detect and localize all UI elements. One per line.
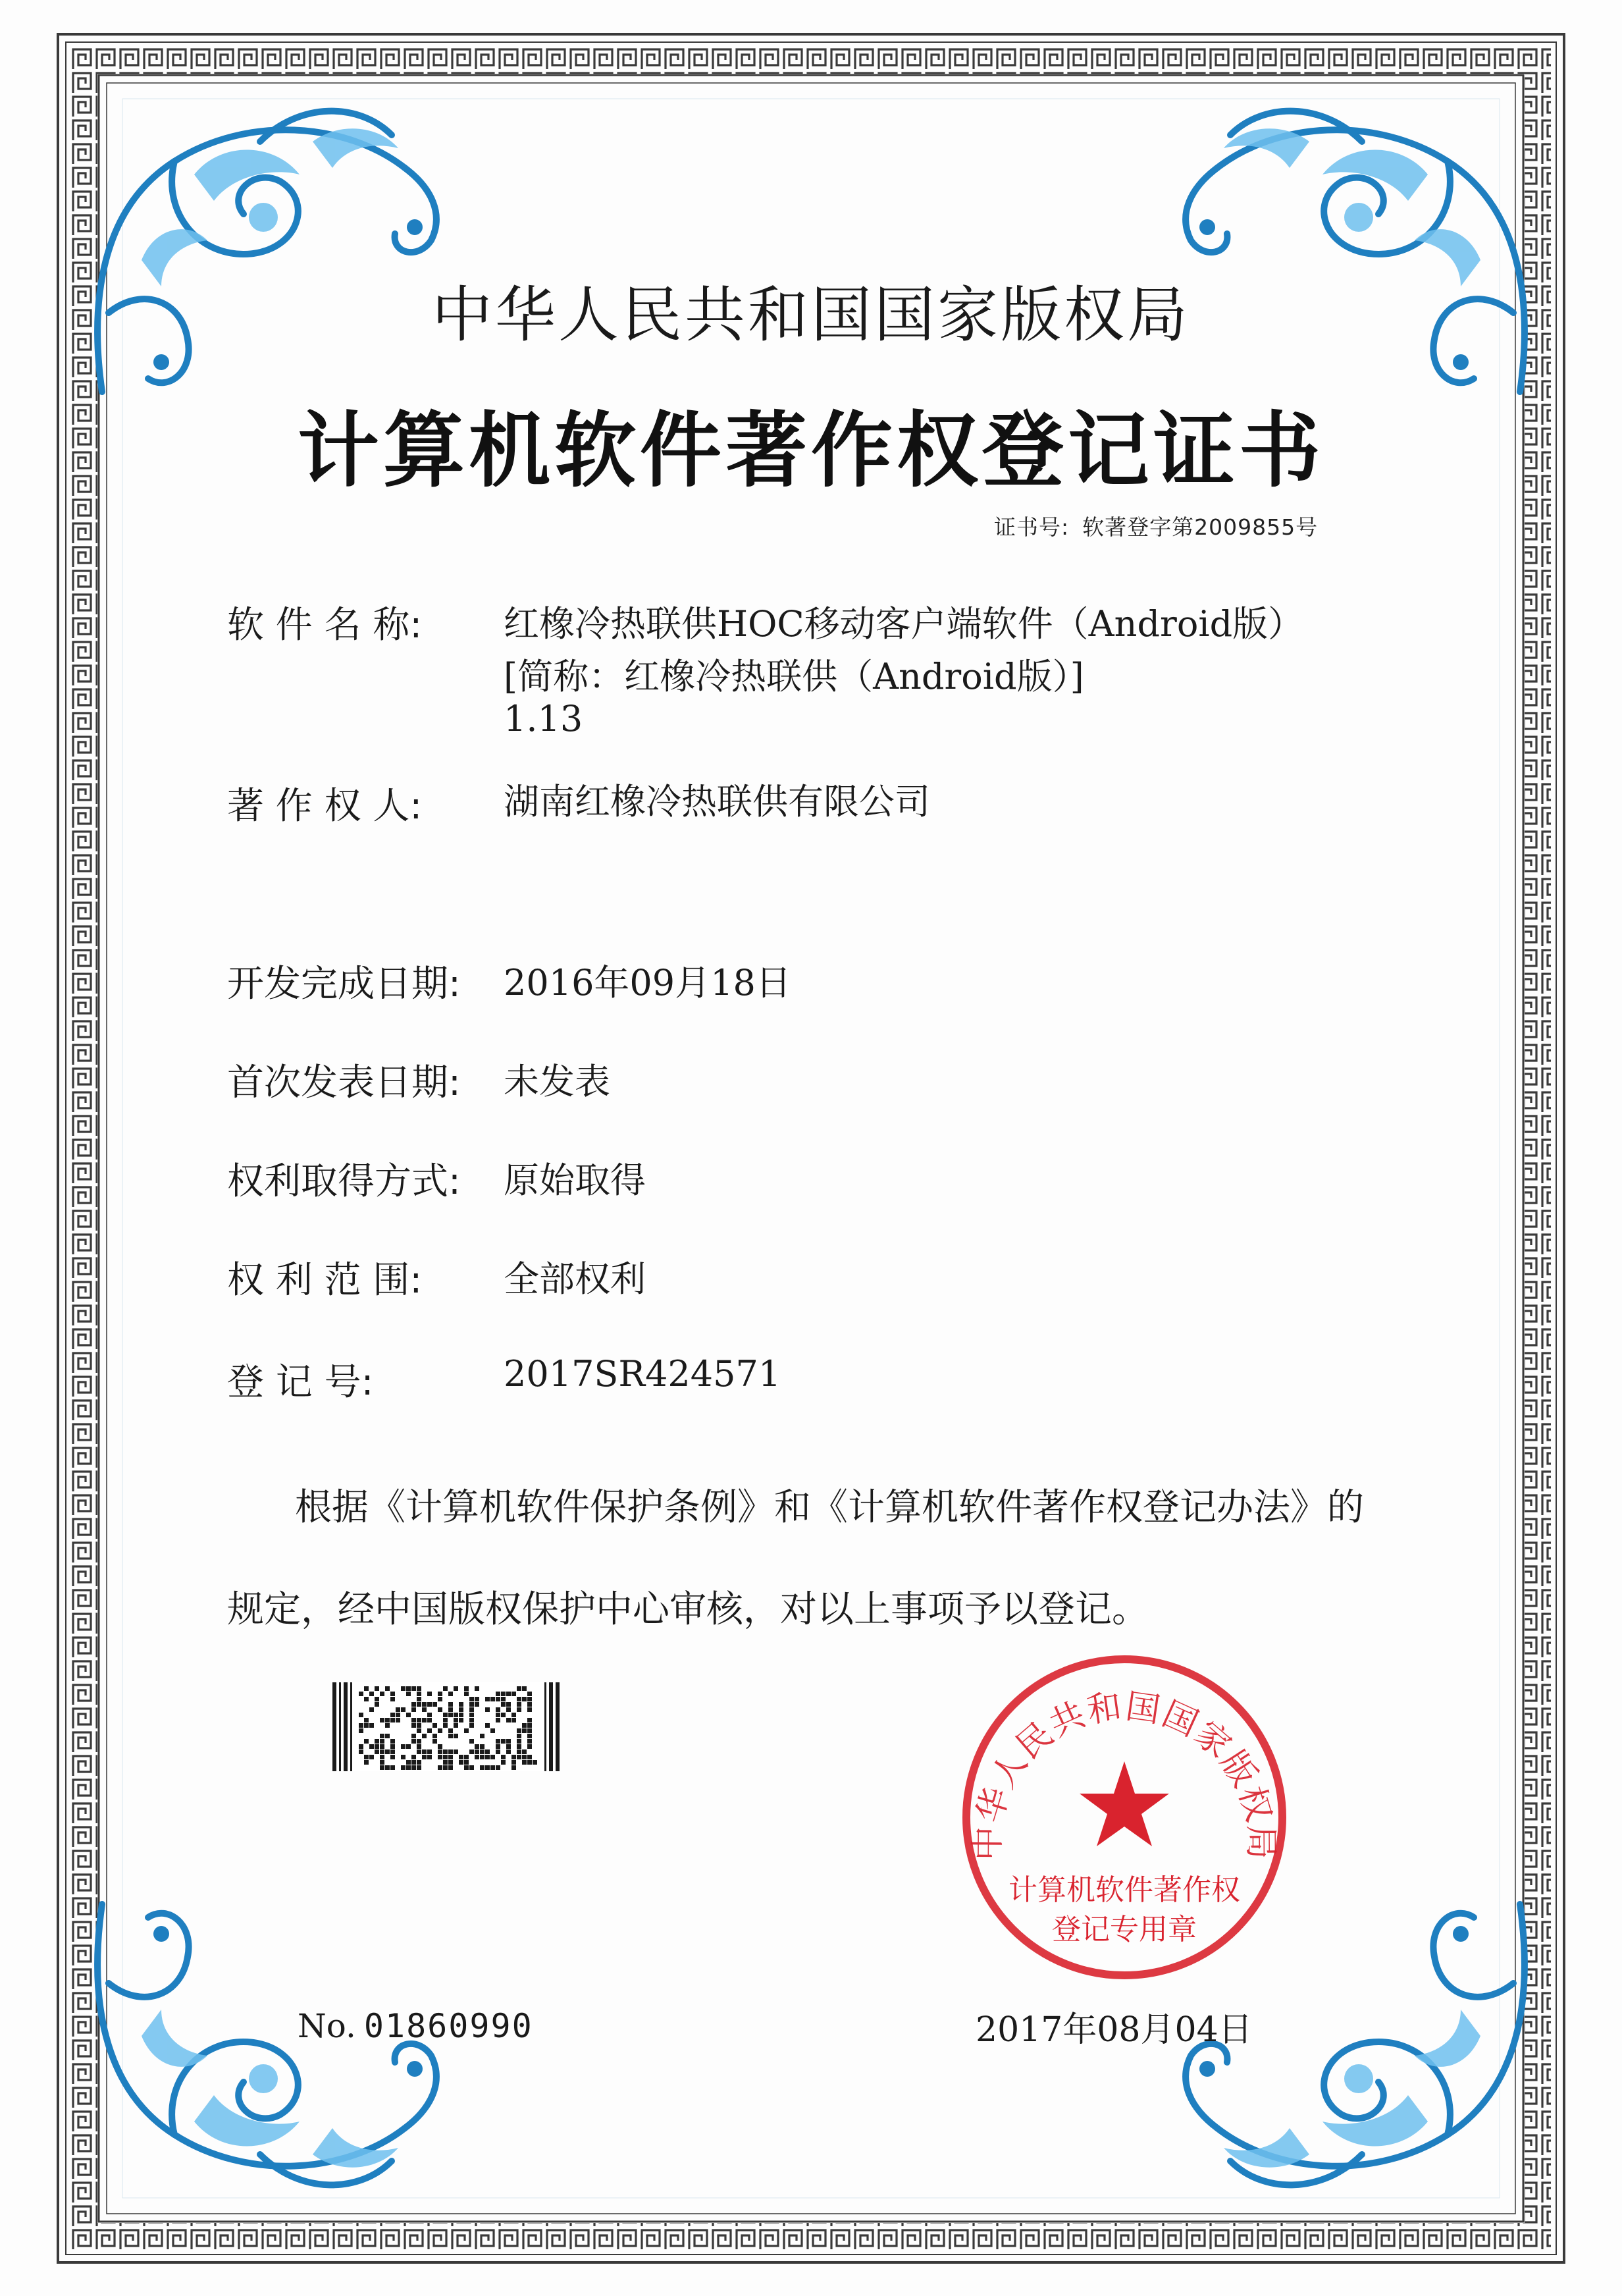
copyright-owner-label: 著 作 权 人:: [227, 785, 423, 828]
software-name-label: 软 件 名 称:: [227, 604, 423, 647]
rights-scope-value: 全部权利: [504, 1258, 646, 1300]
statement-line-1: 根据《计算机软件保护条例》和《计算机软件著作权登记办法》的: [295, 1486, 1364, 1529]
corner-ornament-top-right: [1151, 63, 1559, 405]
serial-label: No.: [298, 2007, 356, 2045]
statement-line-2: 规定，经中国版权保护中心审核，对以上事项予以登记。: [227, 1588, 1149, 1631]
issue-date: 2017年08月04日: [976, 2010, 1253, 2050]
serial-number: [298, 2007, 533, 2045]
completion-date-value: 2016年09月18日: [504, 962, 791, 1003]
2d-barcode: [332, 1682, 560, 1771]
rights-scope-label: 权 利 范 围:: [227, 1259, 423, 1302]
acquisition-method-value: 原始取得: [504, 1160, 646, 1201]
completion-date-label: 开发完成日期:: [227, 963, 461, 1005]
certificate-number-label: 证书号:: [994, 514, 1070, 540]
serial-value: 01860990: [363, 2007, 533, 2045]
svg-text:中华人民共和国国家版权局: 中华人民共和国国家版权局: [968, 1686, 1281, 1861]
issuing-authority: 中华人民共和国国家版权局: [431, 280, 1190, 350]
certificate-title: 计算机软件著作权登记证书: [297, 404, 1324, 498]
acquisition-method-label: 权利取得方式:: [227, 1160, 461, 1203]
first-publication-value: 未发表: [504, 1061, 610, 1102]
svg-text:登记专用章: 登记专用章: [1052, 1913, 1197, 1946]
official-seal: [953, 1646, 1295, 1989]
copyright-owner-value: 湖南红橡冷热联供有限公司: [504, 781, 930, 822]
certificate-number: [994, 510, 1331, 541]
software-short-name: [简称：红橡冷热联供（Android版）]: [504, 656, 1084, 697]
software-version: 1.13: [504, 698, 583, 739]
certificate-number-value: 软著登字第2009855号: [1082, 514, 1319, 540]
registration-number-value: 2017SR424571: [504, 1353, 781, 1395]
corner-ornament-top-left: [63, 63, 471, 405]
corner-ornament-bottom-left: [63, 1891, 471, 2233]
first-publication-label: 首次发表日期:: [227, 1061, 461, 1104]
svg-text:计算机软件著作权: 计算机软件著作权: [1008, 1873, 1240, 1907]
registration-number-label: 登 记 号:: [227, 1361, 374, 1404]
software-name-value: 红橡冷热联供HOC移动客户端软件（Android版）: [504, 603, 1304, 645]
